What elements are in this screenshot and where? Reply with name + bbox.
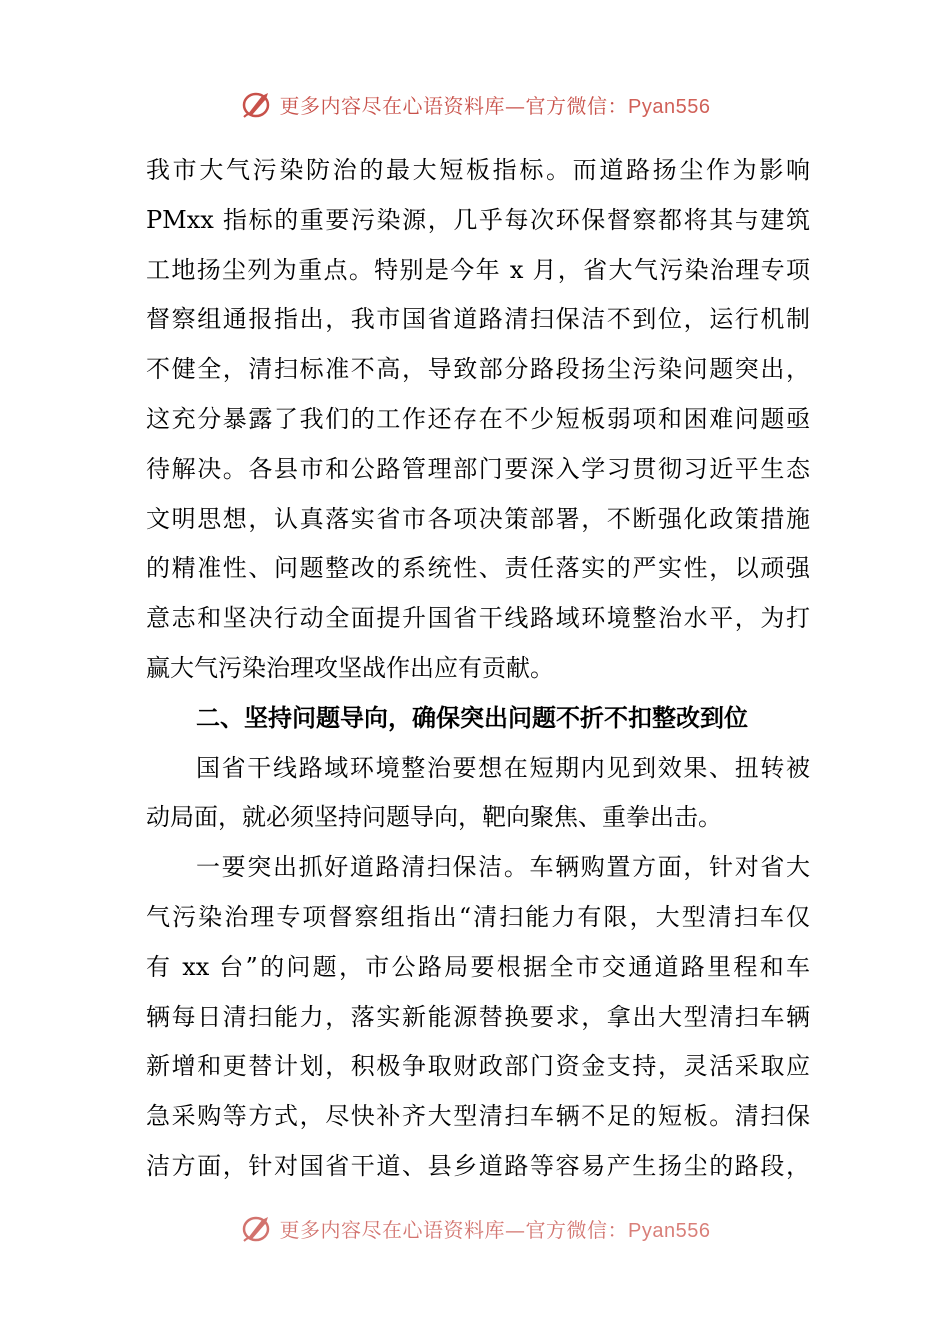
pen-nib-logo-icon <box>240 88 276 120</box>
text-line: 工地扬尘列为重点。特别是今年 x 月，省大气污染治理专项 <box>146 255 810 284</box>
watermark-text: 更多内容尽在心语资料库—官方微信：Pyan556 <box>279 1217 711 1242</box>
text-line: 赢大气污染治理攻坚战作出应有贡献。 <box>146 653 554 682</box>
text-line: 意志和坚决行动全面提升国省干线路域环境整治水平，为打 <box>146 604 810 633</box>
text-line: 辆每日清扫能力，落实新能源替换要求，拿出大型清扫车辆 <box>146 1002 810 1031</box>
text-line: 急采购等方式，尽快补齐大型清扫车辆不足的短板。清扫保 <box>146 1102 810 1131</box>
text-line: 气污染治理专项督察组指出“清扫能力有限，大型清扫车仅 <box>146 902 810 931</box>
pen-nib-logo-icon <box>240 1212 276 1242</box>
text-line: 的精准性、问题整改的系统性、责任落实的严实性，以顽强 <box>146 554 810 583</box>
text-line: 我市大气污染防治的最大短板指标。而道路扬尘作为影响 <box>146 156 810 184</box>
header-watermark <box>0 84 950 124</box>
paragraph-1 <box>146 146 810 694</box>
text-line: 洁方面，针对国省干道、县乡道路等容易产生扬尘的路段， <box>146 1151 810 1180</box>
text-line: 这充分暴露了我们的工作还存在不少短板弱项和困难问题亟 <box>146 404 810 433</box>
text-line: 一要突出抓好道路清扫保洁。车辆购置方面，针对省大 <box>196 853 810 882</box>
document-body <box>146 146 810 1192</box>
paragraph-2 <box>146 744 810 844</box>
text-line: 文明思想，认真落实省市各项决策部署，不断强化政策措施 <box>146 504 810 533</box>
section-heading: 二、坚持问题导向，确保突出问题不折不扣整改到位 <box>196 703 748 732</box>
text-line: 不健全，清扫标准不高，导致部分路段扬尘污染问题突出， <box>146 355 810 384</box>
text-line: 待解决。各县市和公路管理部门要深入学习贯彻习近平生态 <box>146 454 810 483</box>
text-line: 督察组通报指出，我市国省道路清扫保洁不到位，运行机制 <box>146 305 810 334</box>
text-line: 有 xx 台”的问题，市公路局要根据全市交通道路里程和车 <box>146 952 810 981</box>
text-line: 动局面，就必须坚持问题导向，靶向聚焦、重拳出击。 <box>146 803 722 832</box>
text-line: 新增和更替计划，积极争取财政部门资金支持，灵活采取应 <box>146 1052 810 1081</box>
paragraph-3 <box>146 843 810 1192</box>
watermark-text: 更多内容尽在心语资料库—官方微信：Pyan556 <box>279 93 711 118</box>
footer-watermark <box>0 1202 950 1242</box>
text-line: PMxx 指标的重要污染源，几乎每次环保督察都将其与建筑 <box>146 205 810 234</box>
text-line: 国省干线路域环境整治要想在短期内见到效果、扭转被 <box>196 753 810 782</box>
